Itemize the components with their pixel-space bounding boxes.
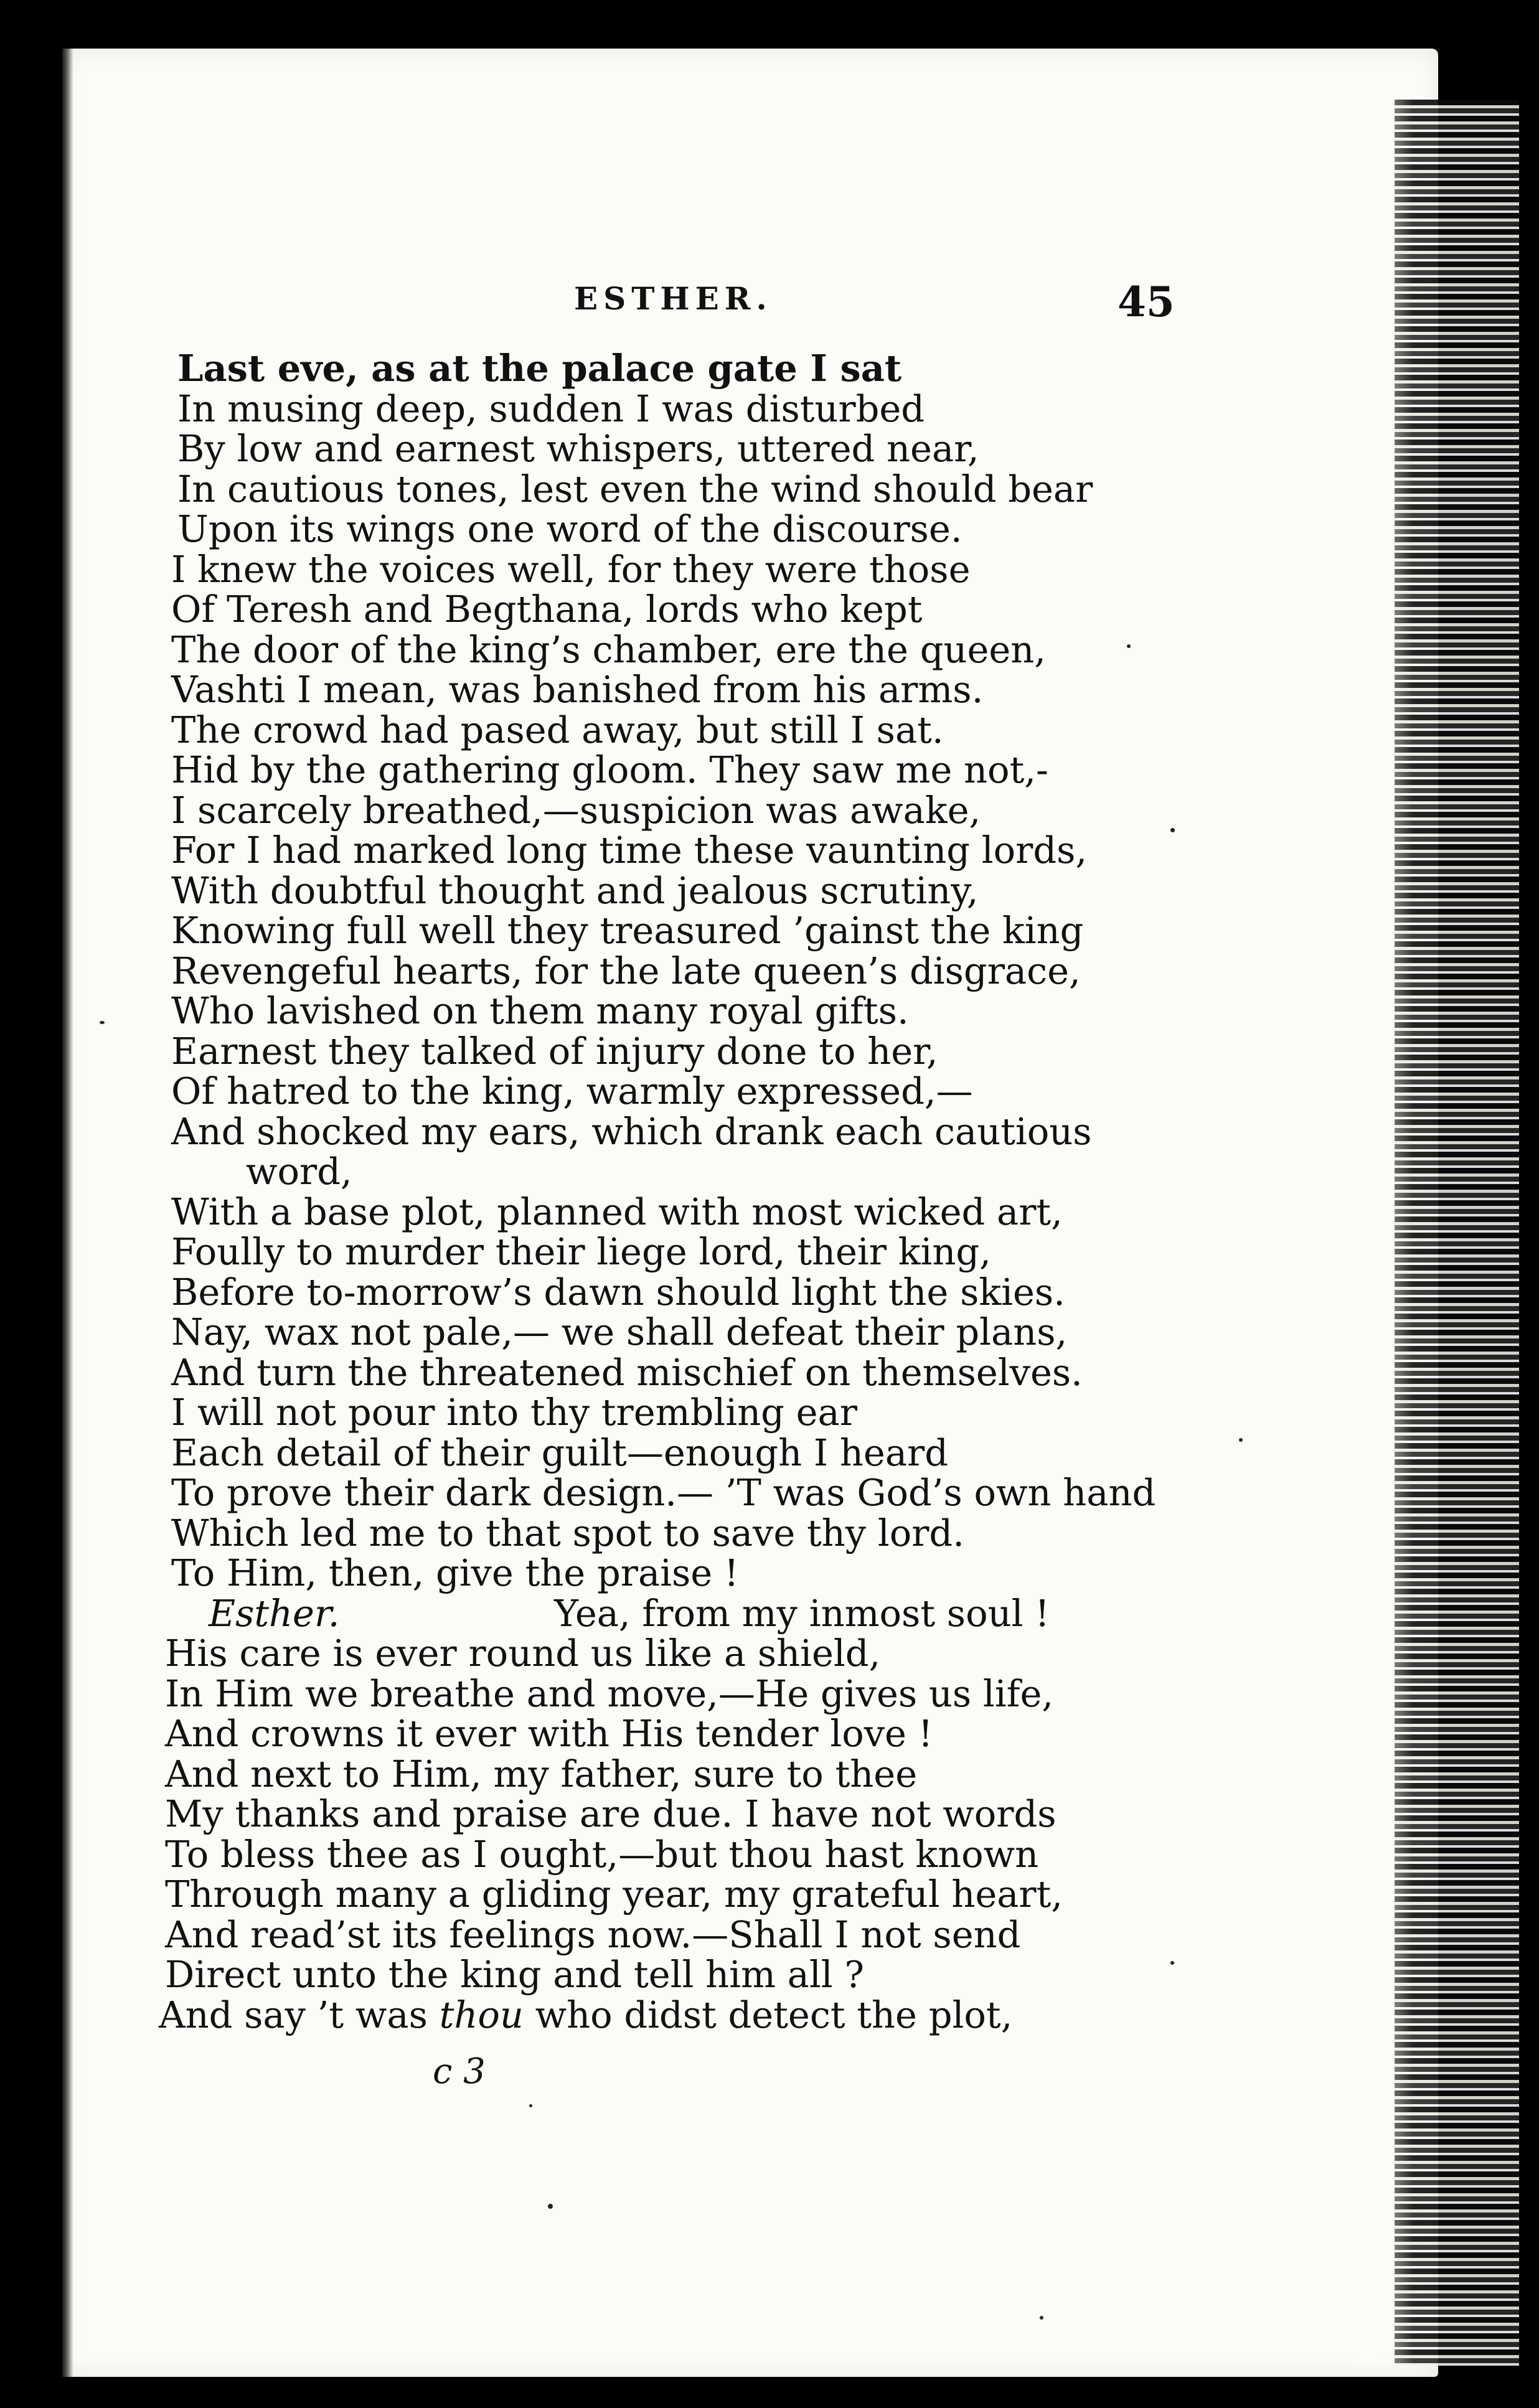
- text-line: Foully to murder their liege lord, their king,: [171, 1230, 991, 1273]
- speck: [1239, 1438, 1243, 1442]
- text-line: I knew the voices well, for they were those: [171, 547, 971, 591]
- text-line: Vashti I mean, was banished from his arms.: [171, 668, 984, 711]
- text-line: Knowing full well they treasured ’gainst the king: [171, 909, 1084, 952]
- page-number: 45: [1118, 278, 1175, 326]
- text-line: Earnest they talked of injury done to her,: [171, 1029, 938, 1073]
- speck: [529, 2104, 532, 2107]
- speaker-text: Yea, from my inmost soul !: [554, 1591, 1050, 1635]
- speck: [1040, 2316, 1043, 2320]
- text-line: My thanks and praise are due. I have not words: [165, 1792, 1057, 1835]
- text-line: Revengeful hearts, for the late queen’s disgrace,: [171, 949, 1081, 992]
- text-line: For I had marked long time these vaunting lords,: [171, 829, 1088, 872]
- text-line: In musing deep, sudden I was disturbed: [177, 387, 925, 430]
- text-line: Before to-morrow’s dawn should light the skies.: [171, 1270, 1065, 1314]
- text-line: Each detail of their guilt—enough I heard: [171, 1431, 948, 1474]
- page-right-edge-fade: [1357, 100, 1413, 2366]
- text-line: And turn the threatened mischief on themselves.: [171, 1350, 1083, 1394]
- signature-mark: c 3: [433, 2051, 486, 2092]
- speaker-name: Esther.: [209, 1591, 340, 1635]
- text-line-continuation: word,: [246, 1150, 352, 1193]
- text-line: I scarcely breathed,—suspicion was awake,: [171, 788, 981, 832]
- speck: [1127, 644, 1131, 648]
- text-line: With doubtful thought and jealous scrutiny,: [171, 868, 979, 912]
- text-line: And next to Him, my father, sure to thee: [165, 1752, 918, 1795]
- text-line: Hid by the gathering gloom. They saw me not,-: [171, 748, 1048, 791]
- text-line: To Him, then, give the praise !: [171, 1551, 739, 1594]
- text-fragment: who didst detect the plot,: [523, 1993, 1013, 2036]
- text-line: Direct unto the king and tell him all ?: [165, 1953, 864, 1996]
- text-line: Upon its wings one word of the discourse.: [177, 507, 962, 550]
- speck: [1170, 828, 1175, 832]
- speaker-line: [159, 1591, 1354, 1635]
- speck: [548, 2204, 553, 2209]
- text-line: To bless thee as I ought,—but thou hast known: [165, 1832, 1039, 1876]
- text-line-with-emphasis: [159, 1995, 1354, 2036]
- text-line: I will not pour into thy trembling ear: [171, 1391, 857, 1434]
- running-head-title: ESTHER.: [574, 280, 773, 317]
- text-line: His care is ever round us like a shield,: [165, 1632, 881, 1675]
- text-line: Who lavished on them many royal gifts.: [171, 989, 909, 1032]
- running-head: [0, 268, 1539, 342]
- text-fragment: And say ’t was: [159, 1993, 440, 2036]
- text-line: Of hatred to the king, warmly expressed,—: [171, 1070, 973, 1112]
- text-line: To prove their dark design.— ’T was God’s own hand: [171, 1471, 1156, 1514]
- text-line: Last eve, as at the palace gate I sat: [177, 347, 902, 390]
- text-line: In Him we breathe and move,—He gives us life,: [165, 1672, 1054, 1715]
- text-line: With a base plot, planned with most wicked art,: [171, 1190, 1063, 1233]
- text-line: By low and earnest whispers, uttered near,: [177, 427, 979, 470]
- text-line: And crowns it ever with His tender love !: [165, 1712, 933, 1755]
- text-line: Through many a gliding year, my grateful heart,: [165, 1873, 1063, 1916]
- page-left-edge: [62, 49, 73, 2377]
- text-line: The crowd had pased away, but still I sat.: [171, 708, 944, 751]
- text-line: Which led me to that spot to save thy lord.: [171, 1511, 964, 1554]
- text-line: And read’st its feelings now.—Shall I not send: [165, 1912, 1021, 1956]
- emphasized-word: thou: [439, 1993, 524, 2036]
- text-line: And shocked my ears, which drank each cautious: [171, 1109, 1092, 1153]
- text-line: Nay, wax not pale,— we shall defeat their plans,: [171, 1310, 1068, 1353]
- text-line: Of Teresh and Begthana, lords who kept: [171, 588, 923, 631]
- page-right-edge-block: [1395, 100, 1519, 2366]
- speck: [100, 1021, 105, 1024]
- speck: [1170, 1961, 1174, 1965]
- poem-text-block: [159, 349, 1354, 2035]
- text-line: In cautious tones, lest even the wind should bear: [177, 467, 1093, 510]
- text-line: The door of the king’s chamber, ere the queen,: [171, 628, 1047, 671]
